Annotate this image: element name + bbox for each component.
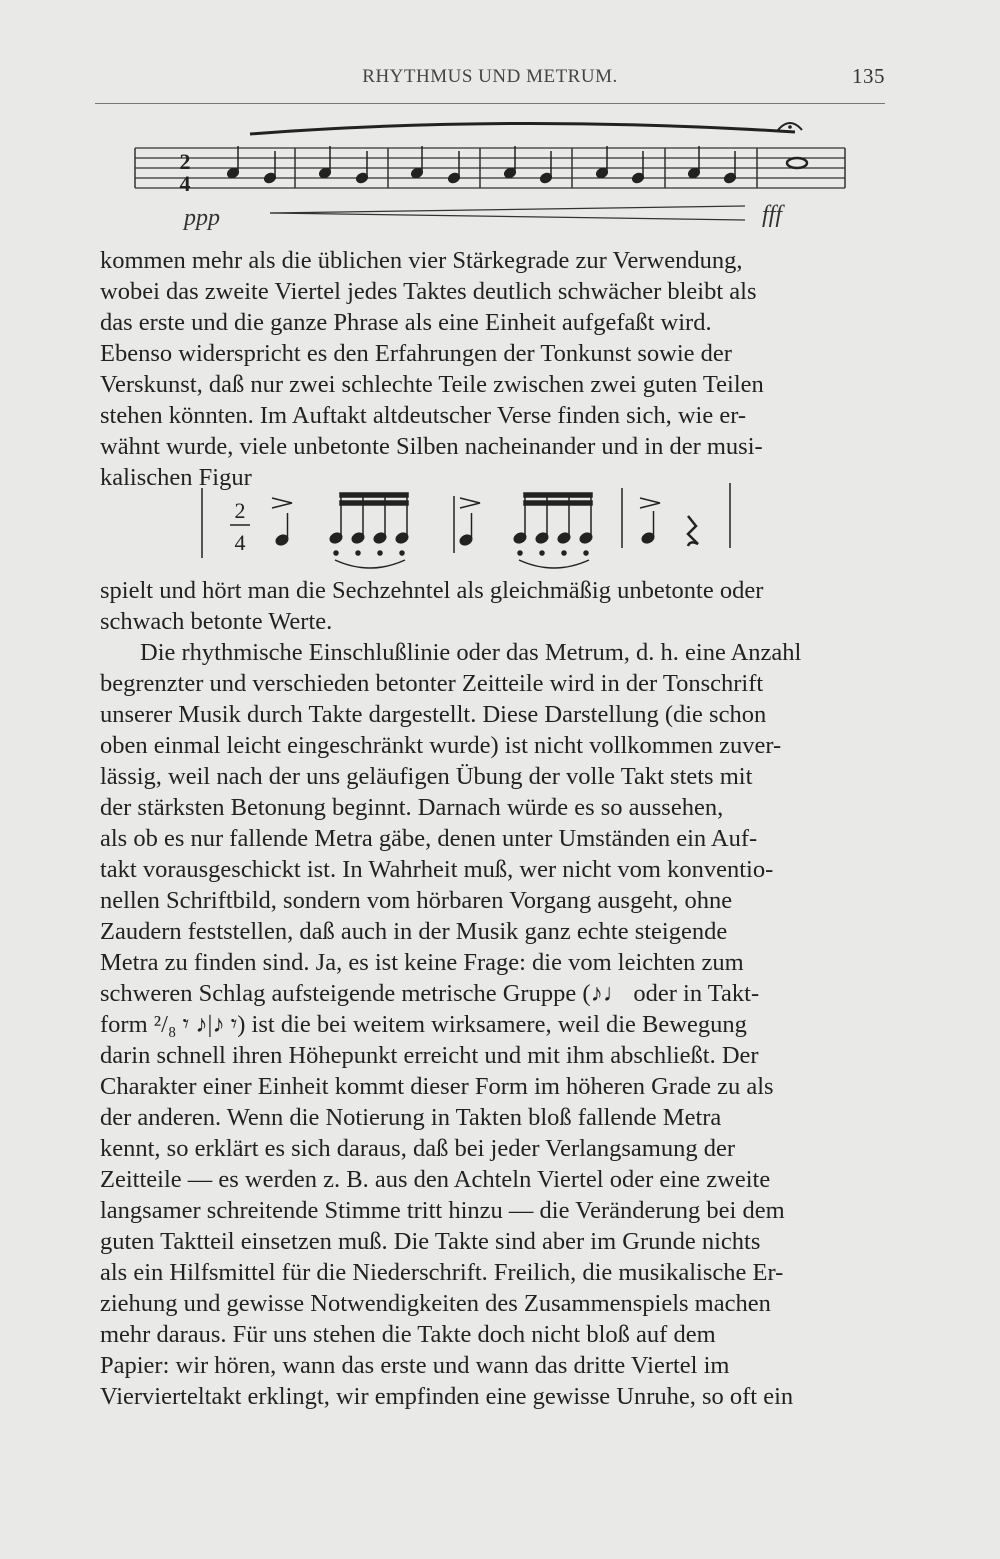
text-line: Ebenso widerspricht es den Erfahrungen der Tonkunst sowie der bbox=[100, 340, 732, 367]
paragraph-2 bbox=[100, 575, 908, 637]
text-line: Papier: wir hören, wann das erste und wann das dritte Viertel im bbox=[100, 1352, 730, 1379]
text-line: der anderen. Wenn die Notierung in Takten bloß fallende Metra bbox=[100, 1104, 722, 1131]
text-line: Zeitteile — es werden z. B. aus den Achteln Viertel oder eine zweite bbox=[100, 1166, 771, 1193]
text-line: form ²/₈ 𝄾 ♪|♪ 𝄾) ist die bei weitem wirksamere, weil die Bewegung bbox=[100, 1011, 747, 1038]
time-signature-bottom: 4 bbox=[179, 171, 191, 196]
paragraph-3 bbox=[100, 637, 908, 1412]
text-line: ziehung und gewisse Notwendigkeiten des Zusammenspiels machen bbox=[100, 1290, 771, 1317]
text-line: Zaudern feststellen, daß auch in der Musik ganz echte steigende bbox=[100, 918, 728, 945]
music-example-crescendo bbox=[130, 112, 860, 222]
text-line: darin schnell ihren Höhepunkt erreicht und mit ihm abschließt. Der bbox=[100, 1042, 759, 1069]
dynamic-ppp: ppp bbox=[184, 205, 220, 231]
time-signature-top: 2 bbox=[179, 149, 191, 174]
text-line: nellen Schriftbild, sondern vom hörbaren Vorgang ausgeht, ohne bbox=[100, 887, 733, 914]
rhythm-notation-2 bbox=[190, 478, 750, 578]
text-line: lässig, weil nach der uns geläufigen Übung der volle Takt stets mit bbox=[100, 763, 753, 790]
text-line: kalischen Figur bbox=[100, 464, 252, 491]
running-header bbox=[95, 62, 885, 92]
text-line: kennt, so erklärt es sich daraus, daß bei jeder Verlangsamung der bbox=[100, 1135, 735, 1162]
text-line: wähnt wurde, viele unbetonte Silben nacheinander und in der musi- bbox=[100, 433, 763, 460]
text-line: das erste und die ganze Phrase als eine Einheit aufgefaßt wird. bbox=[100, 309, 712, 336]
text-line: spielt und hört man die Sechzehntel als gleichmäßig unbetonte oder bbox=[100, 577, 764, 604]
chapter-title: RHYTHMUS UND METRUM. bbox=[362, 66, 618, 87]
text-line: Die rhythmische Einschlußlinie oder das Metrum, d. h. eine Anzahl bbox=[140, 639, 802, 666]
text-line: Metra zu finden sind. Ja, es ist keine Frage: die vom leichten zum bbox=[100, 949, 744, 976]
text-line: Verskunst, daß nur zwei schlechte Teile zwischen zwei guten Teilen bbox=[100, 371, 764, 398]
text-line: oben einmal leicht eingeschränkt wurde) ist nicht vollkommen zuver- bbox=[100, 732, 782, 759]
text-line: stehen könnten. Im Auftakt altdeutscher Verse finden sich, wie er- bbox=[100, 402, 747, 429]
page-number: 135 bbox=[852, 64, 885, 88]
text-line: der stärksten Betonung beginnt. Darnach würde es so aussehen, bbox=[100, 794, 724, 821]
text-line: guten Taktteil einsetzen muß. Die Takte sind aber im Grunde nichts bbox=[100, 1228, 761, 1255]
time-signature-top: 2 bbox=[234, 498, 246, 523]
dynamic-fff: fff bbox=[762, 202, 783, 228]
staff-notation-1 bbox=[130, 112, 860, 222]
text-line: takt vorausgeschickt ist. In Wahrheit muß, wer nicht vom konventio- bbox=[100, 856, 774, 883]
music-example-sixteenths bbox=[190, 478, 750, 578]
text-line: schwach betonte Werte. bbox=[100, 608, 333, 635]
time-signature-bottom: 4 bbox=[234, 530, 246, 555]
text-line: als ob es nur fallende Metra gäbe, denen unter Umständen ein Auf- bbox=[100, 825, 758, 852]
text-line: wobei das zweite Viertel jedes Taktes deutlich schwächer bleibt als bbox=[100, 278, 757, 305]
text-line: kommen mehr als die üblichen vier Stärkegrade zur Verwendung, bbox=[100, 247, 743, 274]
header-rule bbox=[95, 103, 885, 104]
text-line: als ein Hilfsmittel für die Niederschrift. Freilich, die musikalische Er- bbox=[100, 1259, 784, 1286]
text-line: langsamer schreitende Stimme tritt hinzu — die Veränderung bei dem bbox=[100, 1197, 785, 1224]
text-line: Charakter einer Einheit kommt dieser Form im höheren Grade zu als bbox=[100, 1073, 774, 1100]
text-line: unserer Musik durch Takte dargestellt. Diese Darstellung (die schon bbox=[100, 701, 767, 728]
text-line: begrenzter und verschieden betonter Zeitteile wird in der Tonschrift bbox=[100, 670, 764, 697]
text-line: mehr daraus. Für uns stehen die Takte doch nicht bloß auf dem bbox=[100, 1321, 716, 1348]
text-line: schweren Schlag aufsteigende metrische Gruppe (♪♩ oder in Takt- bbox=[100, 980, 760, 1007]
text-line: Viervierteltakt erklingt, wir empfinden eine gewisse Unruhe, so oft ein bbox=[100, 1383, 794, 1410]
paragraph-1 bbox=[100, 245, 908, 493]
